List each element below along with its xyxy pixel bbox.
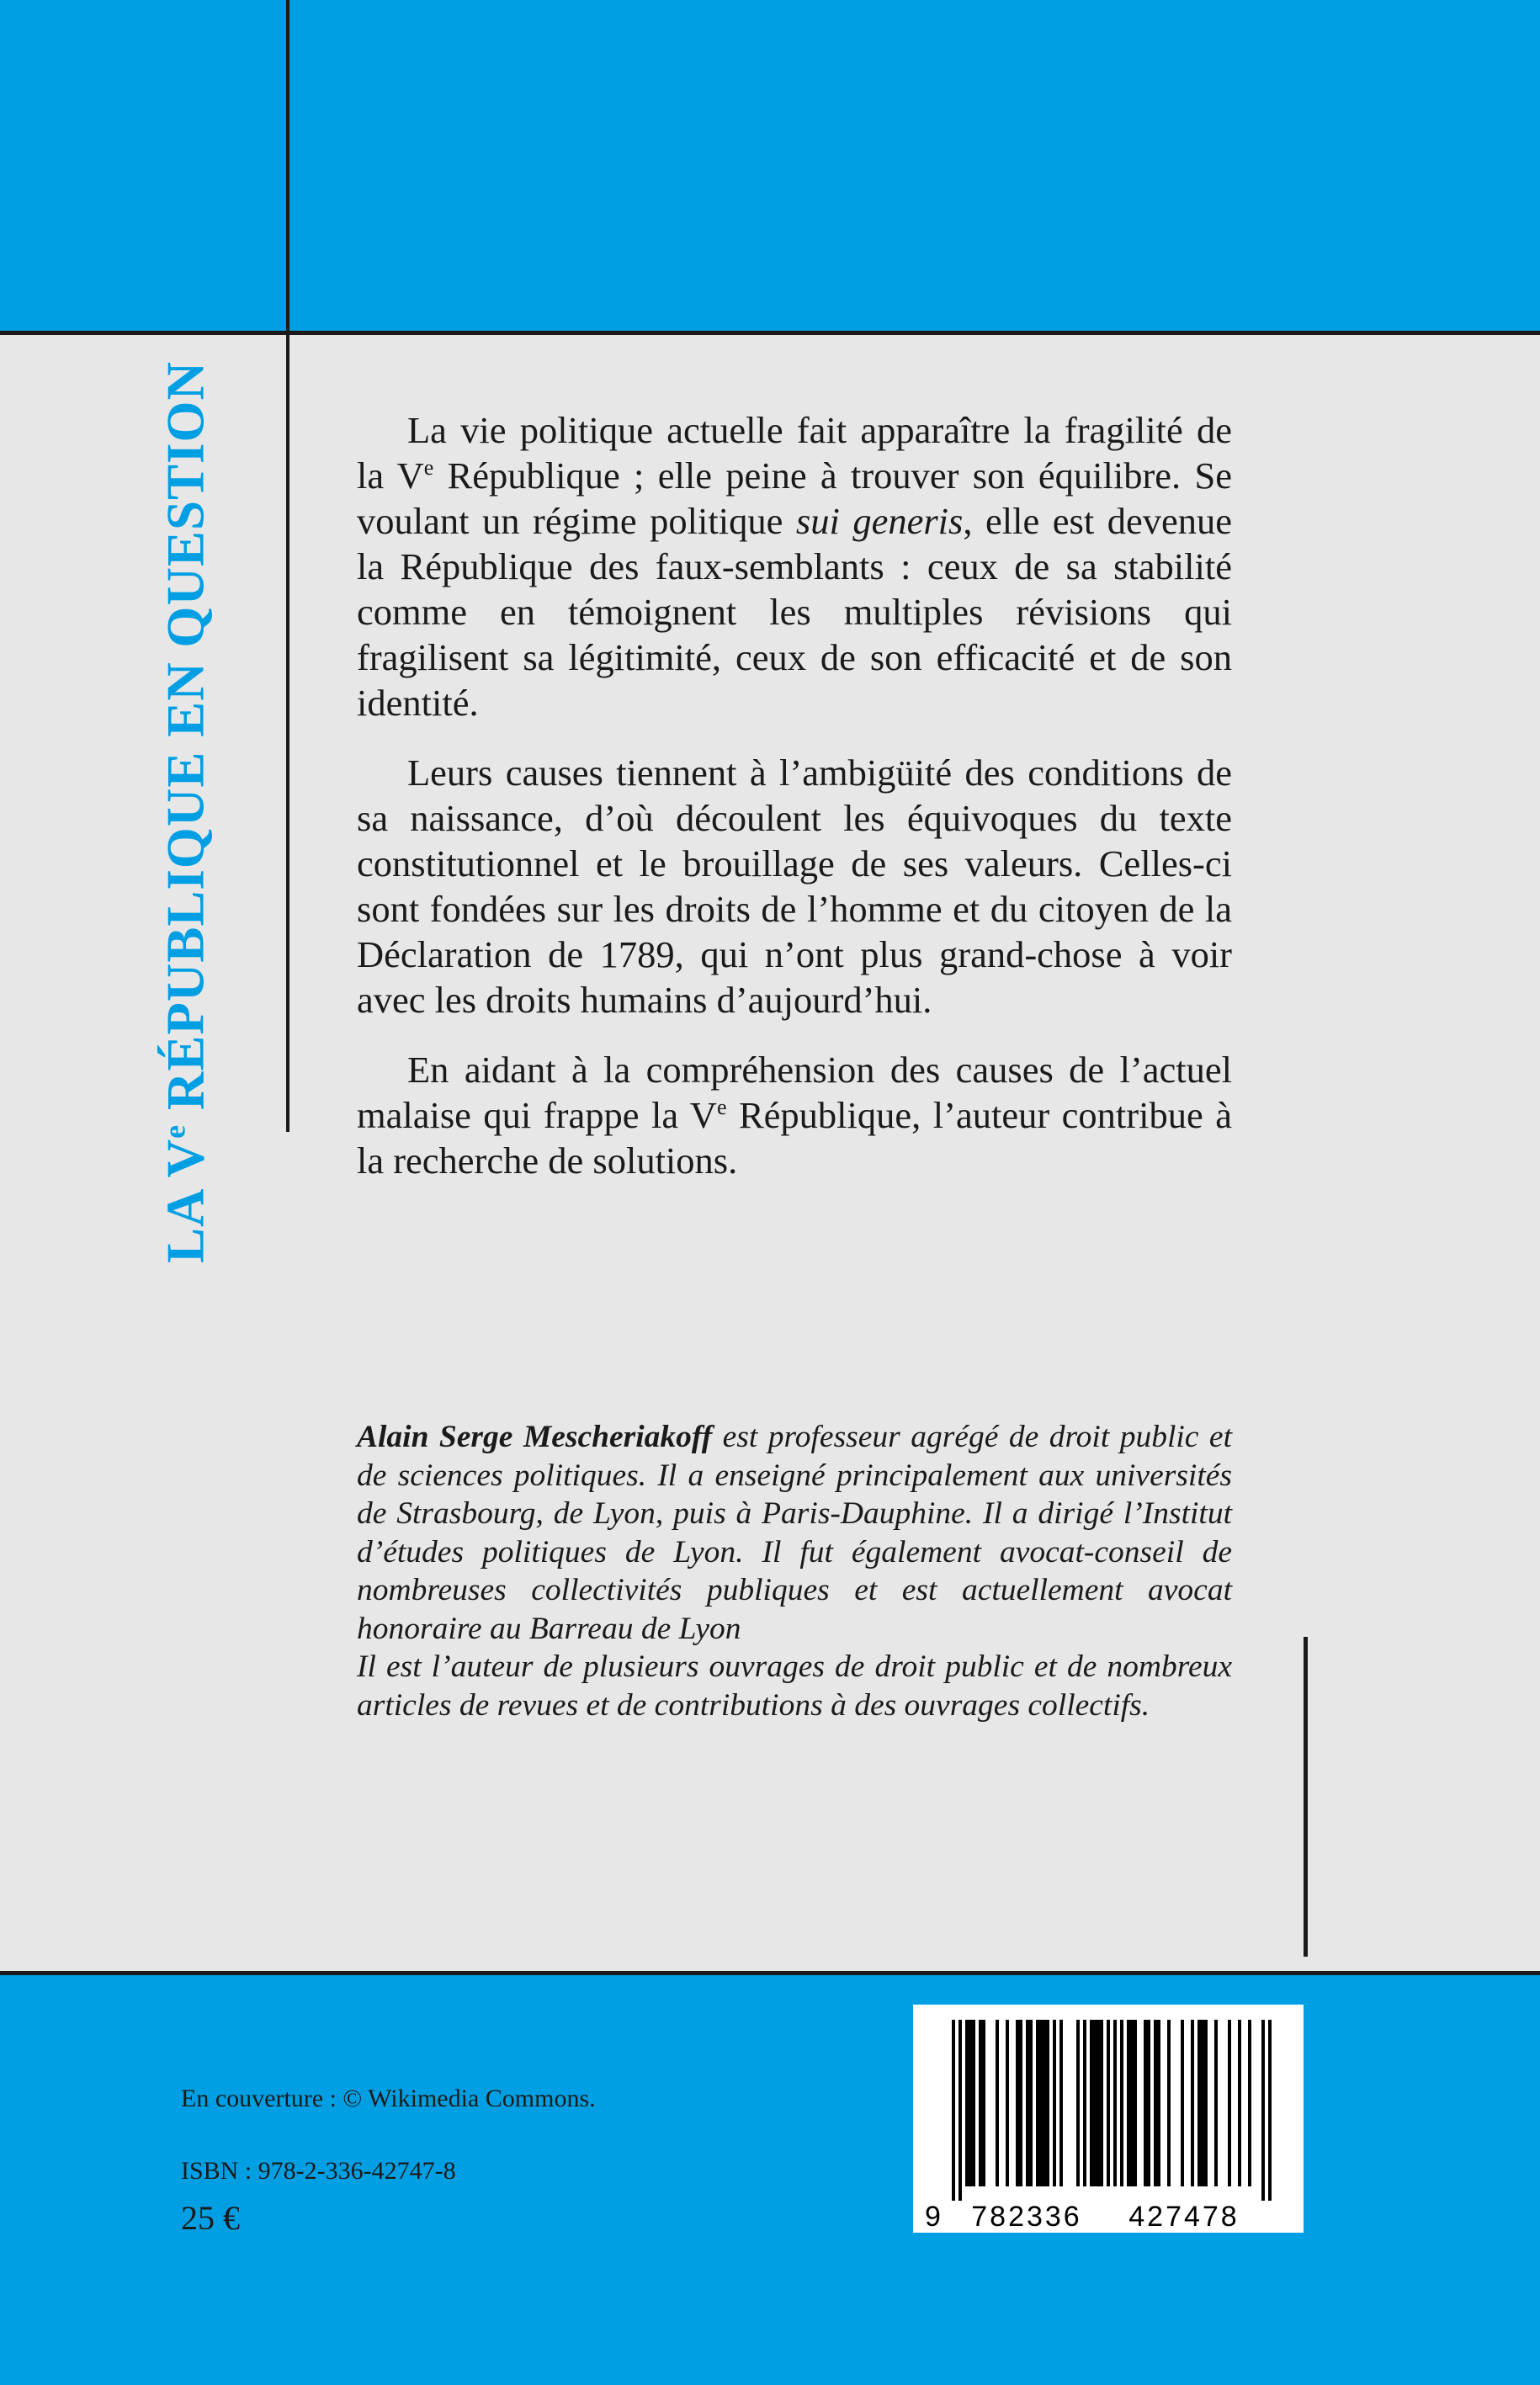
bottom-band-rule [0,1971,1540,1975]
barcode-bar [1204,2020,1208,2186]
barcode-bar [1214,2020,1218,2186]
barcode-bar [1039,2020,1043,2186]
barcode-bar [1191,2020,1194,2186]
barcode-bar [1107,2020,1110,2186]
barcode-bar [982,2020,985,2186]
right-vertical-rule [1304,1637,1308,1957]
barcode-bar [1029,2020,1033,2186]
spine-title-text: LA Ve RÉPUBLIQUE EN QUESTION [156,360,215,1264]
barcode-bar [1083,2020,1086,2186]
barcode-bar [1090,2020,1093,2186]
barcode-bar [1127,2020,1130,2186]
barcode-bar [1043,2020,1046,2186]
cover-credit: En couverture : © Wikimedia Commons. [181,2085,596,2112]
barcode-bar [996,2020,999,2186]
barcode-bar [1197,2020,1201,2186]
barcode-bar [1120,2020,1123,2186]
barcode-bar [1268,2020,1272,2201]
barcode-bar [1026,2020,1029,2186]
price-text: 25 € [181,2199,240,2237]
barcode-bar [1093,2020,1097,2186]
barcode-bar [1019,2020,1022,2186]
barcode-bar [1167,2020,1171,2186]
barcode-bar [1076,2020,1080,2186]
barcode-bar [1130,2020,1134,2186]
barcode-bar [1134,2020,1137,2186]
barcode-bar [1248,2020,1251,2186]
top-band-rule [0,331,1540,335]
barcode-bar [1157,2020,1160,2186]
barcode-bar [1228,2020,1231,2186]
top-blue-band [0,0,1540,335]
barcode-first-digit: 9 [925,2201,941,2233]
barcode-bar [965,2020,969,2186]
bio-paragraph-1: Alain Serge Mescheriakoff est professeur agrégé de droit public et de sciences politiques. Il a enseigné principalement aux universités de Strasbourg, de Lyon, puis à Paris-Dauphine. Il a dirigé l’Institut d’études politiques de Lyon. Il fut également avocat-conseil de nombreuses collectivités publiques et est actuellement avocat honoraire au Barreau de Lyon [357,1420,1232,1646]
barcode-graphic [913,2005,1304,2233]
barcode-bar [1154,2020,1157,2186]
barcode-bar [1053,2020,1056,2186]
barcode-bar [1097,2020,1100,2186]
barcode-bar [969,2020,972,2186]
barcode-group-1: 782336 [971,2201,1082,2233]
barcode-bar [1261,2020,1265,2201]
isbn-text: ISBN : 978-2-336-42747-8 [181,2157,456,2185]
barcode-bar [1006,2020,1009,2186]
back-cover-blurb [357,407,1232,1208]
barcode-bar [1238,2020,1241,2186]
barcode-bar [1036,2020,1039,2186]
barcode-bar [972,2020,975,2186]
blurb-paragraph-1: La vie politique actuelle fait apparaître la fragilité de la Ve République ; elle peine à trouver son équilibre. Se voulant un régime politique sui generis, elle est devenue la République des faux-semblants : ceux de sa stabilité comme en témoignent les multiples révisions qui fragilisent sa légitimité, ceux de son efficacité et de son identité. [357,409,1232,724]
blurb-paragraph-2: Leurs causes tiennent à l’ambigüité des conditions de sa naissance, d’où découlent les équivoques du texte constitutionnel et le brouillage de ses valeurs. Celles-ci sont fondées sur les droits de l’homme et du citoyen de la Déclaration de 1789, qui n’ont plus grand-chose à voir avec les droits humains d’aujourd’hui. [357,752,1232,1021]
author-bio [357,1418,1232,1724]
left-vertical-rule [286,0,289,1132]
barcode-bar [979,2020,982,2186]
barcode-bar [1100,2020,1103,2186]
author-name: Alain Serge Mescheriakoff [357,1420,713,1454]
barcode-bar [1016,2020,1019,2186]
barcode-bars [952,2020,1272,2201]
barcode-bar [1181,2020,1184,2186]
barcode-bar [1059,2020,1063,2186]
barcode-bar [1113,2020,1117,2186]
barcode [913,2005,1304,2233]
barcode-bar [952,2020,955,2201]
barcode-bar [1147,2020,1150,2186]
barcode-bar [1201,2020,1204,2186]
bio-paragraph-2: Il est l’auteur de plusieurs ouvrages de droit public et de nombreux articles de revues et de contributions à des ouvrages collectifs. [357,1649,1232,1723]
blurb-paragraph-3: En aidant à la compréhension des causes de l’actuel malaise qui frappe la Ve République, l’auteur contribue à la recherche de solutions. [357,1049,1232,1182]
barcode-bar [1144,2020,1147,2186]
barcode-bar [1046,2020,1049,2186]
barcode-bar [959,2020,962,2201]
barcode-group-2: 427478 [1128,2201,1240,2233]
